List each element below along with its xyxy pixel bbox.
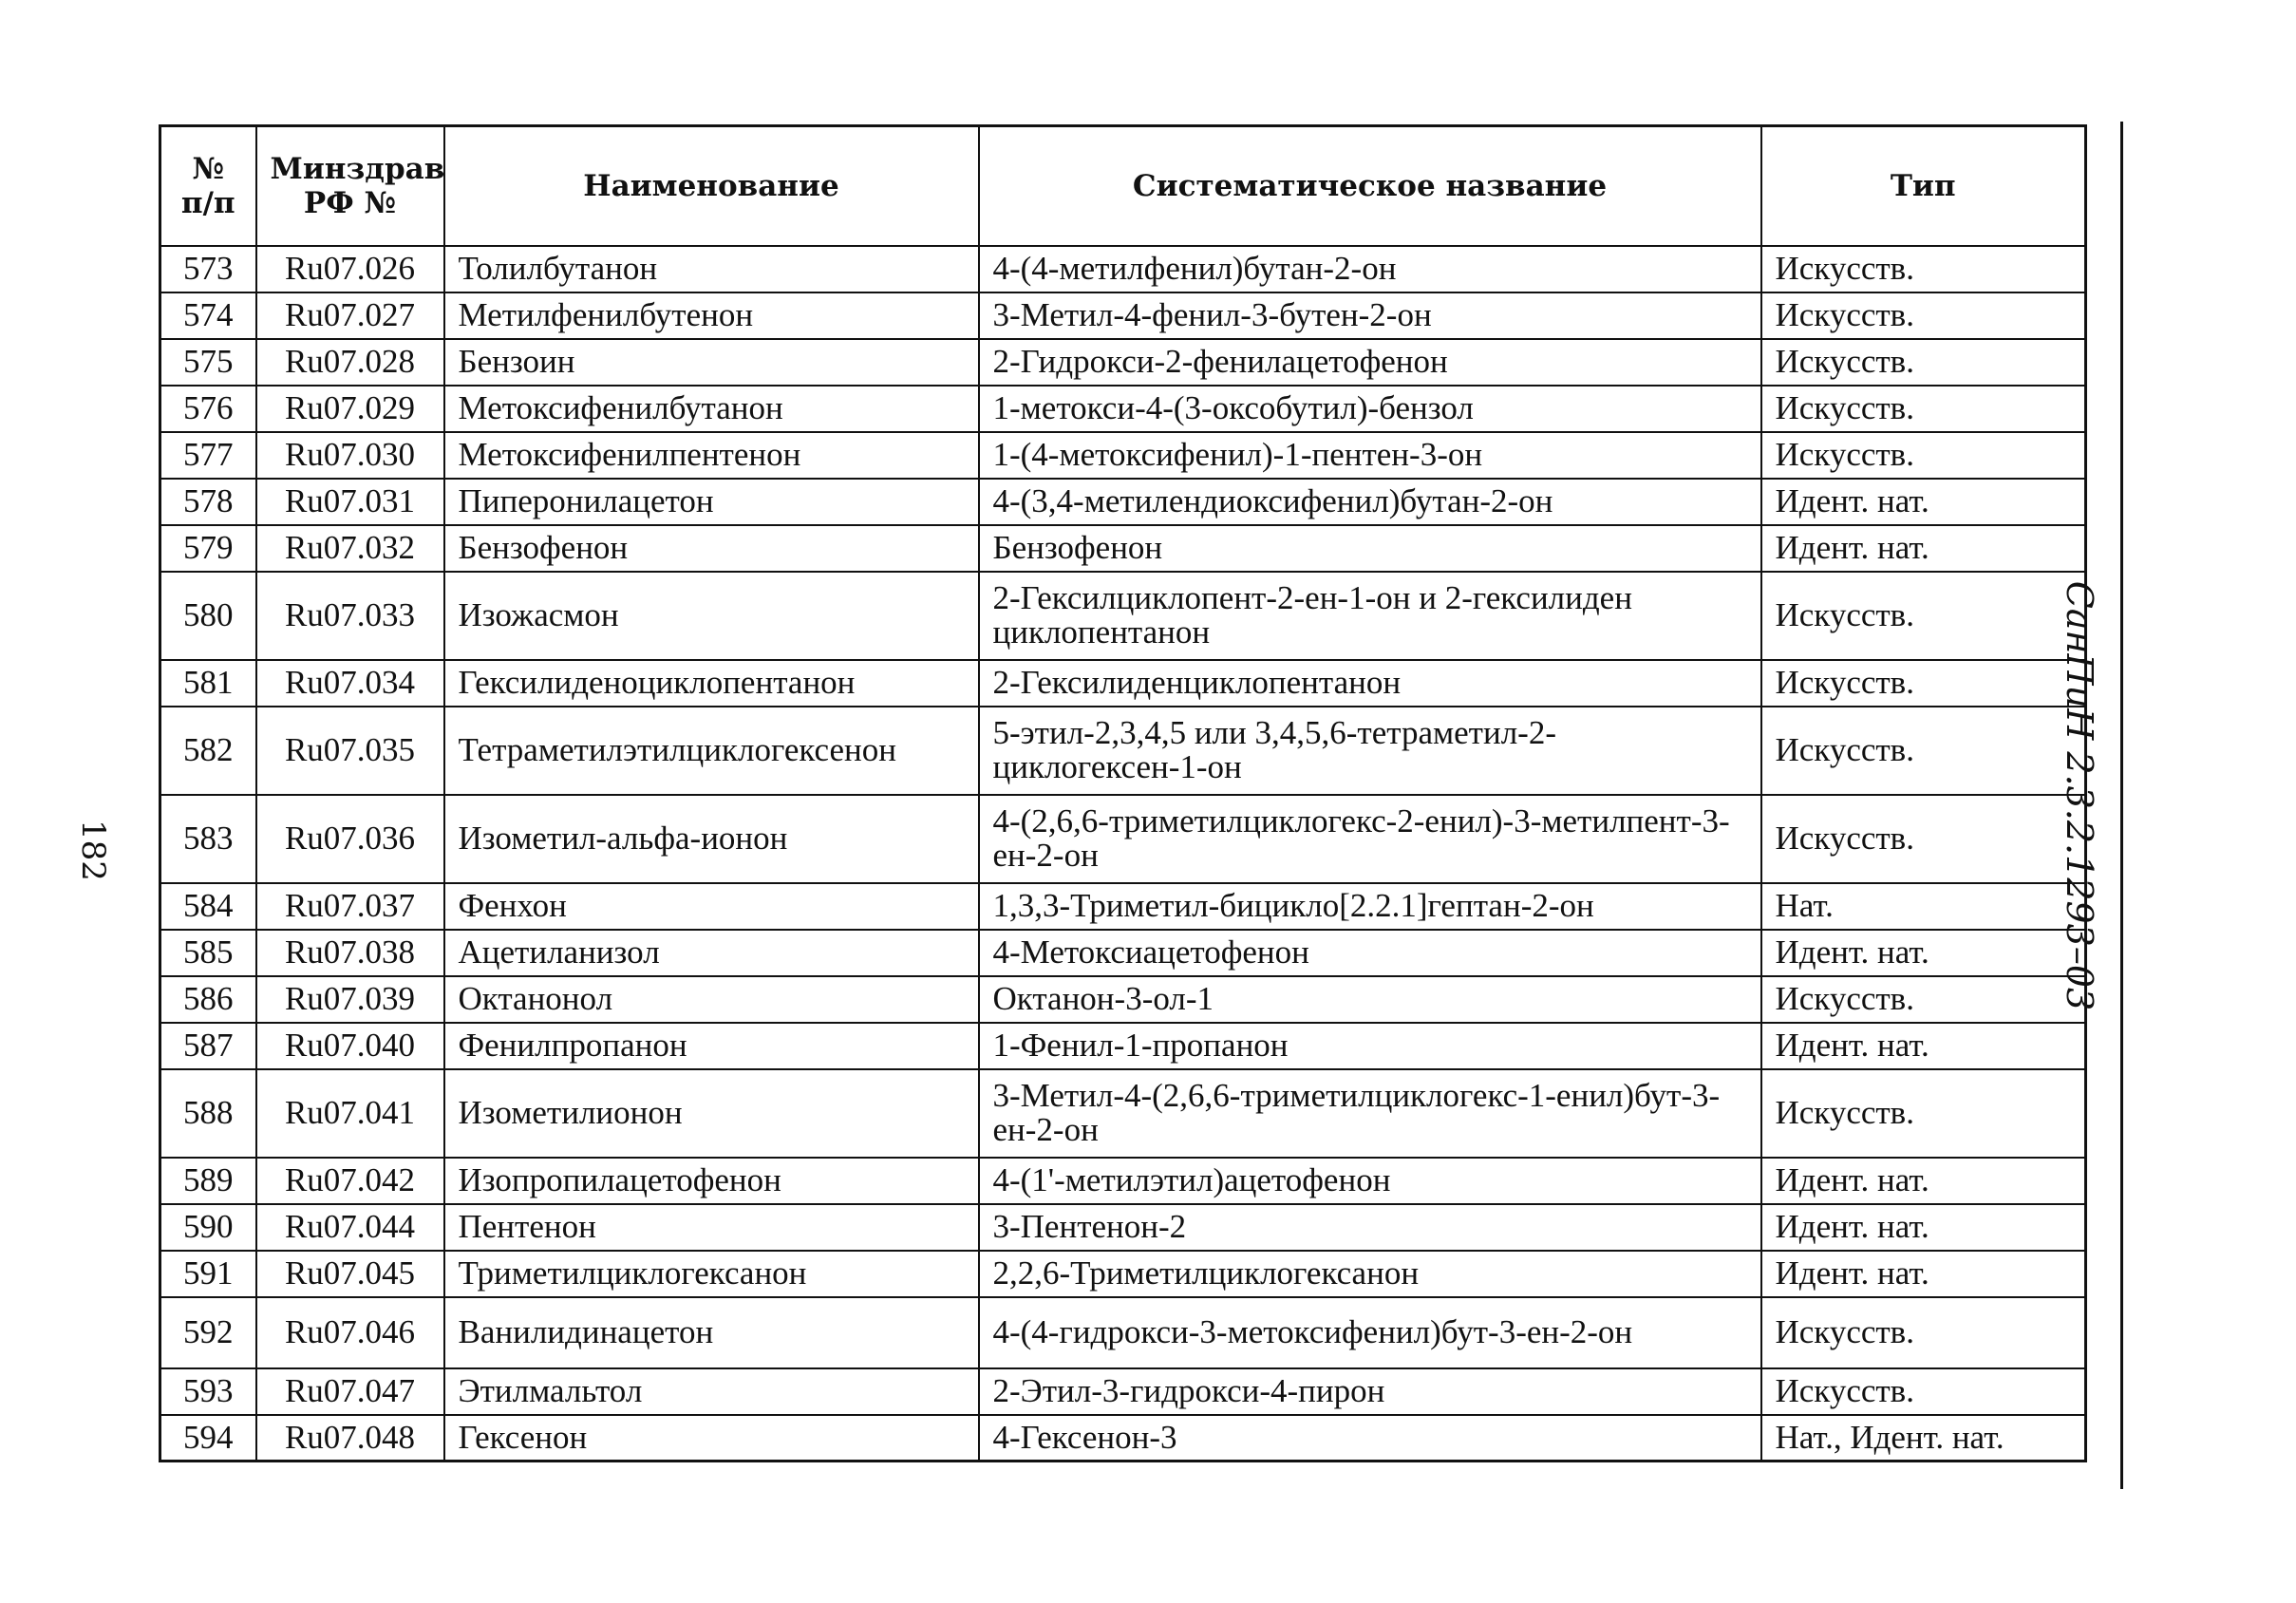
side-rule	[2120, 122, 2123, 1489]
table-row	[160, 1368, 2086, 1415]
table-body	[160, 246, 2086, 1462]
cell-type: Искусств.	[1761, 976, 2086, 1023]
cell-systematic: 4-(2,6,6-триметилциклогекс-2-енил)-3-метилпент-3-ен-2-он	[979, 795, 1761, 883]
cell-num: 588	[160, 1069, 256, 1158]
cell-systematic: 1,3,3-Триметил-бицикло[2.2.1]гептан-2-он	[979, 883, 1761, 930]
cell-code: Ru07.040	[256, 1023, 444, 1069]
cell-systematic: 3-Метил-4-фенил-3-бутен-2-он	[979, 292, 1761, 339]
page-number: 182	[74, 820, 112, 881]
table-row	[160, 479, 2086, 525]
cell-code: Ru07.030	[256, 432, 444, 479]
header-code: Минздрав РФ №	[256, 126, 444, 246]
cell-type: Нат.	[1761, 883, 2086, 930]
table-row	[160, 795, 2086, 883]
cell-systematic: Октанон-3-ол-1	[979, 976, 1761, 1023]
cell-num: 582	[160, 707, 256, 795]
header-type: Тип	[1761, 126, 2086, 246]
cell-type: Искусств.	[1761, 1069, 2086, 1158]
cell-systematic: 4-(4-метилфенил)бутан-2-он	[979, 246, 1761, 292]
table-row	[160, 976, 2086, 1023]
cell-type: Идент. нат.	[1761, 525, 2086, 572]
cell-systematic: 2,2,6-Триметилциклогексанон	[979, 1251, 1761, 1297]
table-row	[160, 1158, 2086, 1204]
cell-systematic: 4-(3,4-метилендиоксифенил)бутан-2-он	[979, 479, 1761, 525]
cell-num: 576	[160, 386, 256, 432]
cell-name: Ацетиланизол	[444, 930, 979, 976]
cell-name: Октанонол	[444, 976, 979, 1023]
table-row	[160, 1251, 2086, 1297]
cell-systematic: 4-Метоксиацетофенон	[979, 930, 1761, 976]
cell-code: Ru07.035	[256, 707, 444, 795]
cell-num: 591	[160, 1251, 256, 1297]
cell-systematic: 2-Этил-3-гидрокси-4-пирон	[979, 1368, 1761, 1415]
cell-type: Нат., Идент. нат.	[1761, 1415, 2086, 1462]
cell-code: Ru07.039	[256, 976, 444, 1023]
cell-name: Метилфенилбутенон	[444, 292, 979, 339]
table-row	[160, 1297, 2086, 1368]
cell-type: Искусств.	[1761, 339, 2086, 386]
cell-name: Ванилидинацетон	[444, 1297, 979, 1368]
cell-code: Ru07.038	[256, 930, 444, 976]
table-row	[160, 1069, 2086, 1158]
cell-name: Этилмальтол	[444, 1368, 979, 1415]
cell-num: 577	[160, 432, 256, 479]
cell-type: Искусств.	[1761, 572, 2086, 660]
table-row	[160, 386, 2086, 432]
table-row	[160, 883, 2086, 930]
cell-type: Идент. нат.	[1761, 1204, 2086, 1251]
cell-type: Искусств.	[1761, 1368, 2086, 1415]
cell-type: Искусств.	[1761, 246, 2086, 292]
cell-code: Ru07.042	[256, 1158, 444, 1204]
cell-name: Изометил-альфа-ионон	[444, 795, 979, 883]
cell-num: 580	[160, 572, 256, 660]
cell-name: Изопропилацетофенон	[444, 1158, 979, 1204]
cell-type: Идент. нат.	[1761, 930, 2086, 976]
header-systematic: Систематическое название	[979, 126, 1761, 246]
cell-code: Ru07.028	[256, 339, 444, 386]
cell-systematic: 1-(4-метоксифенил)-1-пентен-3-он	[979, 432, 1761, 479]
cell-num: 590	[160, 1204, 256, 1251]
cell-type: Идент. нат.	[1761, 1158, 2086, 1204]
cell-code: Ru07.031	[256, 479, 444, 525]
cell-systematic: 4-Гексенон-3	[979, 1415, 1761, 1462]
table-row	[160, 930, 2086, 976]
cell-num: 578	[160, 479, 256, 525]
cell-num: 579	[160, 525, 256, 572]
table-row	[160, 1023, 2086, 1069]
cell-name: Пиперонилацетон	[444, 479, 979, 525]
cell-name: Бензоин	[444, 339, 979, 386]
cell-num: 593	[160, 1368, 256, 1415]
cell-name: Фенхон	[444, 883, 979, 930]
cell-code: Ru07.029	[256, 386, 444, 432]
cell-name: Пентенон	[444, 1204, 979, 1251]
cell-name: Метоксифенилпентенон	[444, 432, 979, 479]
cell-name: Гексенон	[444, 1415, 979, 1462]
document-title: СанПиН 2.3.2.1293–03	[2059, 580, 2100, 1011]
cell-systematic: 3-Пентенон-2	[979, 1204, 1761, 1251]
cell-num: 589	[160, 1158, 256, 1204]
table-header-row	[160, 126, 2086, 246]
header-name: Наименование	[444, 126, 979, 246]
table-row	[160, 339, 2086, 386]
cell-name: Изожасмон	[444, 572, 979, 660]
cell-num: 585	[160, 930, 256, 976]
cell-code: Ru07.048	[256, 1415, 444, 1462]
table-row	[160, 1415, 2086, 1462]
cell-name: Фенилпропанон	[444, 1023, 979, 1069]
cell-name: Метоксифенилбутанон	[444, 386, 979, 432]
table-row	[160, 525, 2086, 572]
cell-type: Идент. нат.	[1761, 1023, 2086, 1069]
cell-type: Идент. нат.	[1761, 1251, 2086, 1297]
cell-code: Ru07.041	[256, 1069, 444, 1158]
cell-num: 584	[160, 883, 256, 930]
cell-num: 575	[160, 339, 256, 386]
cell-code: Ru07.032	[256, 525, 444, 572]
cell-code: Ru07.047	[256, 1368, 444, 1415]
cell-systematic: Бензофенон	[979, 525, 1761, 572]
cell-code: Ru07.036	[256, 795, 444, 883]
table-row	[160, 572, 2086, 660]
cell-code: Ru07.034	[256, 660, 444, 707]
header-num: № п/п	[160, 126, 256, 246]
table-row	[160, 432, 2086, 479]
cell-name: Толилбутанон	[444, 246, 979, 292]
cell-type: Искусств.	[1761, 707, 2086, 795]
cell-num: 594	[160, 1415, 256, 1462]
cell-type: Искусств.	[1761, 386, 2086, 432]
table-row	[160, 707, 2086, 795]
cell-type: Искусств.	[1761, 1297, 2086, 1368]
cell-num: 583	[160, 795, 256, 883]
cell-num: 574	[160, 292, 256, 339]
cell-type: Идент. нат.	[1761, 479, 2086, 525]
cell-systematic: 4-(4-гидрокси-3-метоксифенил)бут-3-ен-2-он	[979, 1297, 1761, 1368]
table-row	[160, 246, 2086, 292]
cell-code: Ru07.026	[256, 246, 444, 292]
cell-systematic: 2-Гексилиденциклопентанон	[979, 660, 1761, 707]
cell-code: Ru07.027	[256, 292, 444, 339]
cell-type: Искусств.	[1761, 432, 2086, 479]
cell-num: 592	[160, 1297, 256, 1368]
table-row	[160, 1204, 2086, 1251]
cell-type: Искусств.	[1761, 795, 2086, 883]
cell-code: Ru07.037	[256, 883, 444, 930]
cell-systematic: 4-(1'-метилэтил)ацетофенон	[979, 1158, 1761, 1204]
table-row	[160, 292, 2086, 339]
cell-type: Искусств.	[1761, 292, 2086, 339]
cell-code: Ru07.033	[256, 572, 444, 660]
cell-name: Тетраметилэтилциклогексенон	[444, 707, 979, 795]
cell-systematic: 5-этил-2,3,4,5 или 3,4,5,6-тетраметил-2-циклогексен-1-он	[979, 707, 1761, 795]
table-row	[160, 660, 2086, 707]
cell-type: Искусств.	[1761, 660, 2086, 707]
cell-code: Ru07.045	[256, 1251, 444, 1297]
cell-systematic: 2-Гидрокси-2-фенилацетофенон	[979, 339, 1761, 386]
cell-code: Ru07.044	[256, 1204, 444, 1251]
cell-num: 586	[160, 976, 256, 1023]
cell-name: Бензофенон	[444, 525, 979, 572]
cell-code: Ru07.046	[256, 1297, 444, 1368]
cell-num: 587	[160, 1023, 256, 1069]
cell-name: Гексилиденоциклопентанон	[444, 660, 979, 707]
cell-name: Триметилциклогексанон	[444, 1251, 979, 1297]
cell-systematic: 1-Фенил-1-пропанон	[979, 1023, 1761, 1069]
cell-systematic: 2-Гексилциклопент-2-ен-1-он и 2-гексилиден циклопентанон	[979, 572, 1761, 660]
cell-num: 573	[160, 246, 256, 292]
cell-systematic: 1-метокси-4-(3-оксобутил)-бензол	[979, 386, 1761, 432]
cell-num: 581	[160, 660, 256, 707]
flavoring-table	[159, 124, 2087, 1462]
cell-systematic: 3-Метил-4-(2,6,6-триметилциклогекс-1-енил)бут-3-ен-2-он	[979, 1069, 1761, 1158]
cell-name: Изометилионон	[444, 1069, 979, 1158]
